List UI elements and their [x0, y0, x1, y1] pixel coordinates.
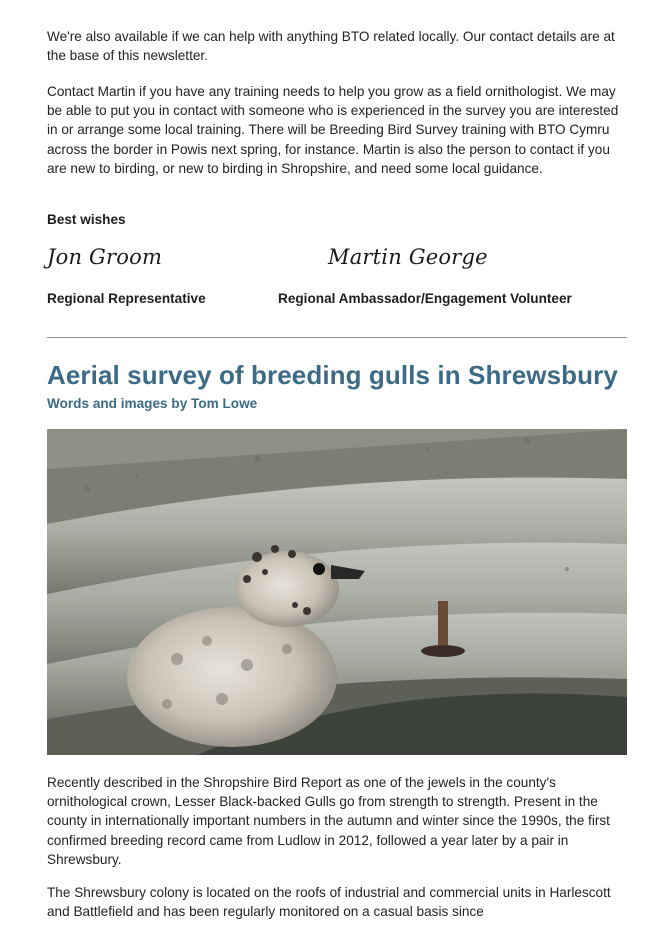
signature-martin-george: Martin George: [328, 245, 488, 269]
article-paragraph-2: The Shrewsbury colony is located on the roofs of industrial and commercial units in Harlescott and Battlefield and has been regularly monitored on a casual basis since: [47, 885, 611, 920]
article-paragraph-1: Recently described in the Shropshire Bird Report as one of the jewels in the county's ornithological crown, Lesser Black-backed Gulls go from strength to strength. Present in the county in internationally important numbers in the autumn and winter since the 1990s, the first confirmed breeding record came from Ludlow in 2012, followed a year later by a pair in Shrewsbury.: [47, 775, 610, 867]
article-title: Aerial survey of breeding gulls in Shrewsbury: [47, 360, 618, 390]
article-byline: Words and images by Tom Lowe: [47, 396, 258, 411]
intro-paragraph-1: We're also available if we can help with anything BTO related locally. Our contact details are at the base of this newsletter.: [47, 29, 615, 64]
sign-off: Best wishes: [47, 212, 126, 227]
gull-chick-photo: [47, 429, 627, 755]
section-divider: [47, 337, 627, 338]
role-regional-representative: Regional Representative: [47, 291, 206, 306]
role-regional-ambassador: Regional Ambassador/Engagement Volunteer: [278, 291, 572, 306]
signature-jon-groom: Jon Groom: [47, 245, 163, 269]
intro-paragraph-2: Contact Martin if you have any training needs to help you grow as a field ornithologist. We may be able to put you in contact with someone who is experienced in the survey you are interested in or arrange some local training. There will be Breeding Bird Survey training with BTO Cymru across the border in Powis next spring, for instance. Martin is also the person to contact if you are new to birding, or new to birding in Shropshire, and need some local guidance.: [47, 84, 619, 176]
